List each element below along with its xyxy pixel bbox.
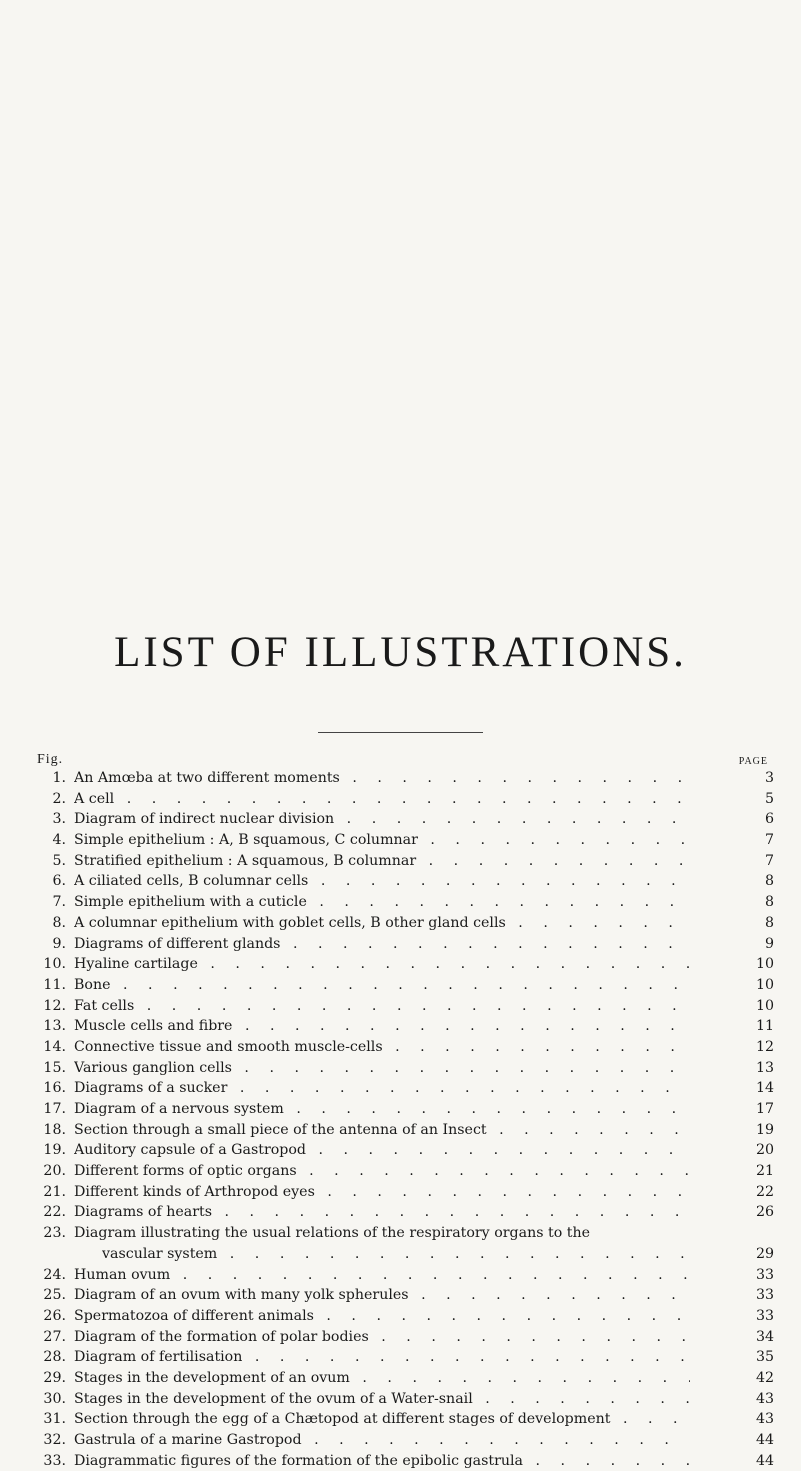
page-number: 3 [690,768,774,789]
list-item [0,1409,801,1430]
figure-number: 7. [52,894,66,911]
page-number: 6 [690,809,774,830]
page-number: 43 [690,1389,774,1410]
figure-title: Diagram illustrating the usual relations of the respiratory organs to the [74,1225,590,1242]
page-number: 33 [690,1265,774,1286]
list-item [0,934,801,955]
page-number: 7 [690,851,774,872]
page-number: 33 [690,1306,774,1327]
figure-title: Diagrammatic figures of the formation of the epibolic gastrula . . . [74,1451,734,1471]
list-item [0,1265,801,1286]
figure-number: 32. [43,1432,66,1448]
figure-number: 2. [52,790,66,807]
page-number: 5 [690,789,774,810]
page-number: 22 [690,1182,774,1203]
page-number: 13 [690,1058,774,1079]
figure-title: An Amœba at two different moments . . . [74,768,734,789]
figure-number: 31. [43,1411,66,1428]
figure-title: Fat cells . . . [74,996,734,1017]
list-item [0,1368,801,1389]
figure-title: A cell . . . [74,789,734,810]
page-number: 44 [690,1430,774,1451]
list-item-continuation [0,1244,801,1265]
page-number: 17 [690,1099,774,1120]
page-number: 10 [690,954,774,975]
list-item [0,1140,801,1161]
figure-title: Different kinds of Arthropod eyes . . . [74,1182,734,1203]
page-number: 19 [690,1120,774,1141]
list-item [0,1451,801,1471]
list-item [0,1389,801,1410]
figure-number: 16. [43,1080,66,1097]
list-item [0,851,801,872]
figure-number: 6. [52,873,66,890]
list-item [0,1327,801,1348]
list-item [0,1285,801,1306]
fig-column-header: Fig. [37,752,64,767]
figure-title: Spermatozoa of different animals . . . [74,1306,734,1327]
figure-number: 17. [43,1101,66,1117]
figure-number: 1. [52,770,66,786]
figure-title: Diagram of a nervous system . . . [74,1099,734,1120]
page-number: 29 [690,1244,774,1265]
figure-number: 11. [43,976,66,993]
figure-title: Diagrams of hearts . . . [74,1202,734,1223]
figure-number: 28. [43,1349,66,1366]
list-item [0,1099,801,1120]
figure-number: 30. [43,1390,66,1407]
list-item [0,1182,801,1203]
figure-title: Muscle cells and fibre . . . [74,1016,734,1037]
list-item [0,913,801,934]
figure-title: Diagram of the formation of polar bodies . . . [74,1327,734,1348]
figure-number: 29. [43,1369,66,1386]
figure-number: 10. [43,956,66,973]
list-item [0,954,801,975]
figure-title: Simple epithelium with a cuticle . . . [74,892,734,913]
figure-number: 5. [52,852,66,869]
list-item [0,1078,801,1099]
figure-number: 27. [43,1328,66,1345]
illustration-list [0,768,801,1471]
title-rule [318,732,483,733]
list-item [0,1430,801,1451]
page-column-header: PAGE [738,756,768,767]
figure-title: Section through the egg of a Chætopod at different stages of development . . . [74,1409,734,1430]
page-number: 43 [690,1409,774,1430]
page-number: 26 [690,1202,774,1223]
figure-title: A columnar epithelium with goblet cells, B other gland cells . . . [74,913,734,934]
figure-title: Diagrams of different glands . . . [74,934,734,955]
page-number: 12 [690,1037,774,1058]
list-item [0,1347,801,1368]
page-number: 11 [690,1016,774,1037]
page-title: LIST OF ILLUSTRATIONS. [114,629,687,676]
page-number: 42 [690,1368,774,1389]
list-item [0,892,801,913]
list-item [0,1223,801,1244]
page-number: 8 [690,892,774,913]
list-item [0,1161,801,1182]
page-number: 8 [690,913,774,934]
list-item [0,871,801,892]
figure-number: 26. [43,1307,66,1324]
figure-number: 15. [43,1059,66,1076]
figure-number: 8. [52,914,66,931]
figure-title: Auditory capsule of a Gastropod . . . [74,1140,734,1161]
figure-number: 9. [52,935,66,952]
page-number: 21 [690,1161,774,1182]
list-item [0,1016,801,1037]
list-item [0,809,801,830]
figure-number: 21. [43,1183,66,1200]
page-number: 34 [690,1327,774,1348]
page-number: 10 [690,975,774,996]
list-item [0,996,801,1017]
figure-number: 23. [43,1225,66,1242]
figure-title: Stages in the development of an ovum . . . [74,1368,734,1389]
figure-number: 12. [43,997,66,1014]
list-item [0,1058,801,1079]
page-number: 44 [690,1451,774,1471]
page-number: 7 [690,830,774,851]
list-item [0,768,801,789]
page-number: 14 [690,1078,774,1099]
figure-number: 13. [43,1018,66,1035]
figure-title: A ciliated cells, B columnar cells . . . [74,871,734,892]
figure-title: Hyaline cartilage . . . [74,954,734,975]
list-item [0,1202,801,1223]
figure-title: Human ovum . . . [74,1265,734,1286]
page-number: 35 [690,1347,774,1368]
figure-title: Diagram of an ovum with many yolk spherules . . . [74,1285,734,1306]
list-item [0,1306,801,1327]
figure-title: Diagram of indirect nuclear division . . . [74,809,734,830]
figure-number: 33. [43,1452,66,1469]
figure-title: Gastrula of a marine Gastropod . . . [74,1430,734,1451]
page-number: 10 [690,996,774,1017]
figure-number: 22. [43,1204,66,1221]
figure-title-continued: vascular system . . . [102,1244,762,1265]
list-item [0,1120,801,1141]
figure-title: Various ganglion cells . . . [74,1058,734,1079]
list-item [0,1037,801,1058]
figure-title: Different forms of optic organs . . . [74,1161,734,1182]
figure-title: Simple epithelium : A, B squamous, C columnar . . . [74,830,734,851]
figure-number: 18. [43,1121,66,1138]
page-number: 8 [690,871,774,892]
list-item [0,789,801,810]
figure-title: Diagrams of a sucker . . . [74,1078,734,1099]
figure-number: 4. [52,832,66,849]
figure-title: Stratified epithelium : A squamous, B columnar . . . [74,851,734,872]
figure-title: Stages in the development of the ovum of a Water-snail . . . [74,1389,734,1410]
figure-number: 24. [43,1266,66,1283]
page-number: 9 [690,934,774,955]
figure-title: Diagram of fertilisation . . . [74,1347,734,1368]
figure-number: 19. [43,1142,66,1159]
figure-number: 3. [52,811,66,828]
page-number: 20 [690,1140,774,1161]
figure-number: 14. [43,1038,66,1055]
figure-title: Section through a small piece of the antenna of an Insect . . . [74,1120,734,1141]
figure-number: 25. [43,1287,66,1304]
figure-title: Bone . . . [74,975,734,996]
figure-title: Connective tissue and smooth muscle-cells . . . [74,1037,734,1058]
figure-number: 20. [43,1163,66,1180]
list-item [0,830,801,851]
page-number: 33 [690,1285,774,1306]
list-item [0,975,801,996]
